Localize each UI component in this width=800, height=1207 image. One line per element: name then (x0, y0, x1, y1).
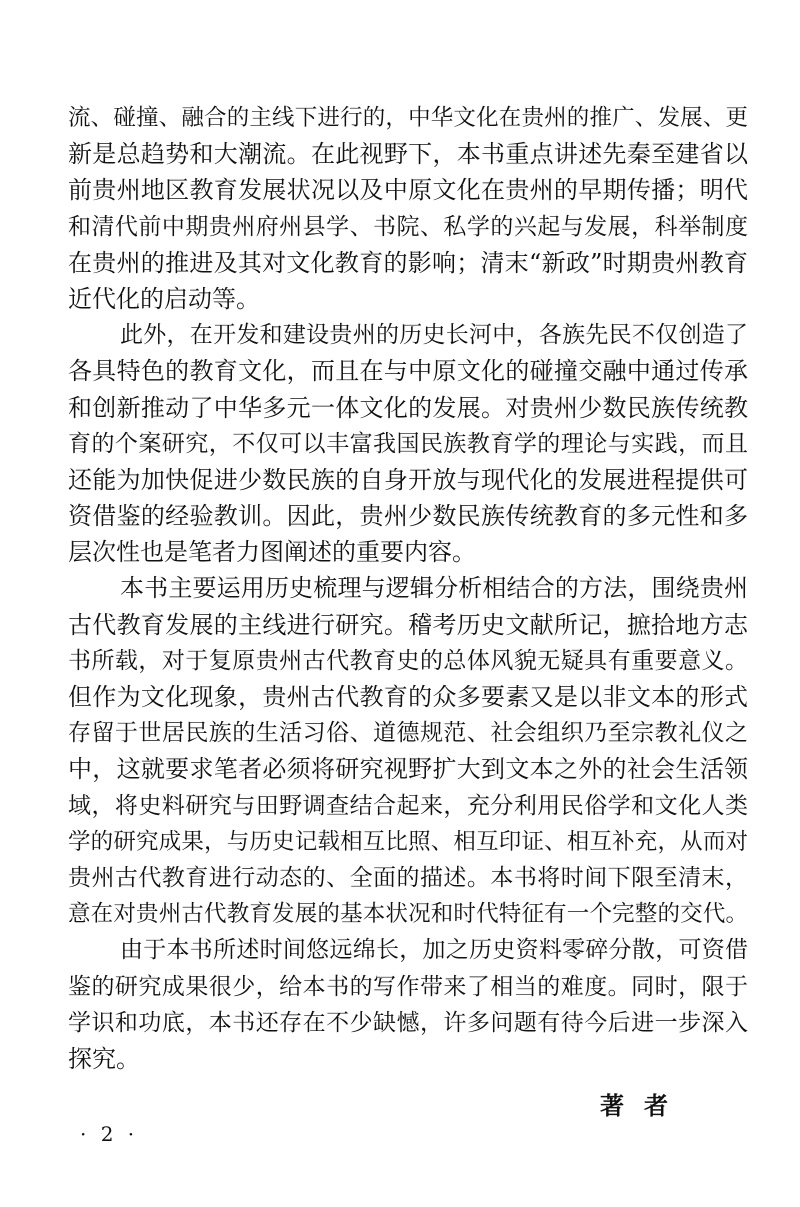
text-line: 此外，在开发和建设贵州的历史长河中，各族先民不仅创造了 (120, 322, 748, 349)
text-line: 书所载，对于复原贵州古代教育史的总体风貌无疑具有重要意义。 (68, 647, 748, 674)
text-line: 育的个案研究，不仅可以丰富我国民族教育学的理论与实践，而且 (68, 430, 748, 457)
paragraph-1 (68, 100, 748, 317)
text-line: 在贵州的推进及其对文化教育的影响；清末“新政”时期贵州教育 (68, 248, 748, 277)
text-line: 探究。 (68, 1044, 140, 1073)
text-line: 中，这就要求笔者必须将研究视野扩大到文本之外的社会生活领 (68, 755, 748, 784)
text-line: 域，将史料研究与田野调查结合起来，充分利用民俗学和文化人类 (68, 792, 748, 819)
text-line: 本书主要运用历史梳理与逻辑分析相结合的方法，围绕贵州 (120, 574, 748, 603)
text-line: 前贵州地区教育发展状况以及中原文化在贵州的早期传播；明代 (68, 176, 748, 205)
text-line: 意在对贵州古代教育发展的基本状况和时代特征有一个完整的交代。 (68, 901, 748, 928)
text-line: 流、碰撞、融合的主线下进行的，中华文化在贵州的推广、发展、更 (68, 105, 748, 131)
text-line: 各具特色的教育文化，而且在与中原文化的碰撞交融中通过传承 (68, 357, 748, 386)
paragraph-2 (68, 317, 748, 570)
page-number: · 2 · (80, 1122, 139, 1146)
text-line: 由于本书所述时间悠远绵长，加之历史资料零碎分散，可资借 (120, 937, 748, 964)
text-line: 存留于世居民族的生活习俗、道德规范、社会组织乃至宗教礼仪之 (68, 720, 748, 747)
body-text (68, 100, 748, 1077)
text-line: 新是总趋势和大潮流。在此视野下，本书重点讲述先秦至建省以 (68, 140, 748, 169)
text-line: 但作为文化现象，贵州古代教育的众多要素又是以非文本的形式 (68, 683, 748, 711)
text-line: 学的研究成果，与历史记载相互比照、相互印证、相互补充，从而对 (68, 828, 748, 855)
text-line: 贵州古代教育进行动态的、全面的描述。本书将时间下限至清末， (68, 864, 748, 891)
text-line: 资借鉴的经验教训。因此，贵州少数民族传统教育的多元性和多 (68, 502, 748, 531)
text-line: 层次性也是笔者力图阐述的重要内容。 (68, 538, 476, 567)
text-line: 学识和功底，本书还存在不少缺憾，许多问题有待今后进一步深入 (68, 1009, 748, 1036)
text-line: 近代化的启动等。 (68, 284, 260, 313)
text-line: 鉴的研究成果很少，给本书的写作带来了相当的难度。同时，限于 (68, 973, 748, 1000)
text-line: 古代教育发展的主线进行研究。稽考历史文献所记，摭拾地方志 (68, 610, 748, 639)
paragraph-4 (68, 932, 748, 1077)
text-line: 和创新推动了中华多元一体文化的发展。对贵州少数民族传统教 (68, 393, 748, 422)
paragraph-3 (68, 570, 748, 932)
text-line: 和清代前中期贵州府州县学、书院、私学的兴起与发展，科举制度 (68, 213, 748, 240)
author-signature: 著者 (600, 1092, 688, 1120)
text-line: 还能为加快促进少数民族的自身开放与现代化的发展进程提供可 (68, 465, 748, 494)
